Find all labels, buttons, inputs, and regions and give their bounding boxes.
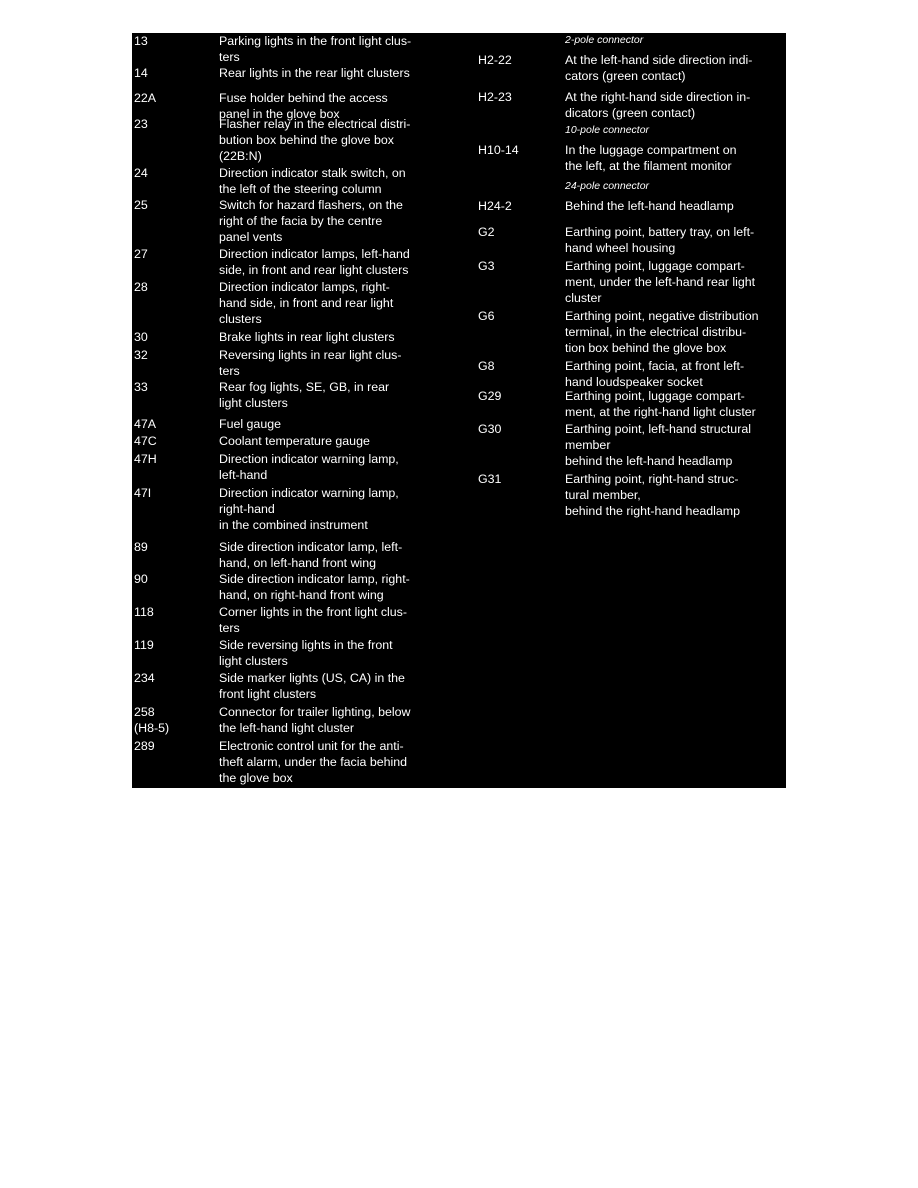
connector-description: At the left-hand side direction indi- cators (green contact) (565, 53, 753, 83)
component-code: 47H (134, 452, 157, 466)
component-description: Fuse holder behind the access panel in the glove box (219, 91, 388, 121)
connector-subheading: 24-pole connector (565, 180, 650, 192)
connector-description: Earthing point, battery tray, on left- hand wheel housing (565, 225, 755, 255)
connector-code: H24-2 (478, 199, 512, 213)
connector-code: G31 (478, 472, 502, 486)
component-description: Brake lights in rear light clusters (219, 330, 395, 344)
connector-description: Behind the left-hand headlamp (565, 199, 734, 213)
component-description: Switch for hazard flashers, on the right of the facia by the centre panel vents (219, 198, 403, 244)
component-code: 289 (134, 739, 155, 753)
connector-description: Earthing point, luggage compart- ment, at the right-hand light cluster (565, 389, 756, 419)
component-description: Direction indicator lamps, left-hand side, in front and rear light clusters (219, 247, 410, 277)
component-description: Side direction indicator lamp, left- hand, on left-hand front wing (219, 540, 403, 570)
connector-description: Earthing point, luggage compart- ment, under the left-hand rear light cluster (565, 259, 756, 305)
connector-description: Earthing point, left-hand structural member behind the left-hand headlamp (565, 422, 751, 468)
component-description: Direction indicator lamps, right- hand side, in front and rear light clusters (219, 280, 394, 326)
component-code: 258 (H8-5) (134, 705, 170, 735)
component-code: 30 (134, 330, 148, 344)
component-description: Flasher relay in the electrical distri- bution box behind the glove box (22B:N) (219, 117, 411, 163)
connector-code: G30 (478, 422, 502, 436)
connector-subheading: 2-pole connector (565, 34, 644, 46)
component-code: 22A (134, 91, 157, 105)
component-code: 47A (134, 417, 157, 431)
component-description: Coolant temperature gauge (219, 434, 370, 448)
component-description: Direction indicator warning lamp, left-hand (219, 452, 399, 482)
component-code: 47C (134, 434, 157, 448)
component-description: Direction indicator stalk switch, on the left of the steering column (219, 166, 406, 196)
connector-code: H10-14 (478, 143, 519, 157)
connector-code: G6 (478, 309, 495, 323)
component-description: Reversing lights in rear light clus- ters (219, 348, 402, 378)
component-code: 234 (134, 671, 155, 685)
component-description: Side marker lights (US, CA) in the front light clusters (219, 671, 405, 701)
connector-code: G8 (478, 359, 495, 373)
component-code: 89 (134, 540, 148, 554)
connector-description: Earthing point, facia, at front left- hand loudspeaker socket (565, 359, 745, 389)
component-code: 118 (134, 605, 154, 619)
component-code: 28 (134, 280, 148, 294)
component-code: 47I (134, 486, 152, 500)
connector-code: H2-23 (478, 90, 512, 104)
connector-code: G3 (478, 259, 495, 273)
component-code: 90 (134, 572, 148, 586)
component-description: Side direction indicator lamp, right- hand, on right-hand front wing (219, 572, 410, 602)
component-code: 32 (134, 348, 148, 362)
connector-code: G29 (478, 389, 502, 403)
component-description: Fuel gauge (219, 417, 282, 431)
component-description: Direction indicator warning lamp, right-hand in the combined instrument (219, 486, 399, 532)
connector-description: Earthing point, negative distribution terminal, in the electrical distribu- tion box behind the glove box (565, 309, 759, 355)
component-code: 13 (134, 34, 148, 48)
component-description: Rear lights in the rear light clusters (219, 66, 410, 80)
component-description: Electronic control unit for the anti- theft alarm, under the facia behind the glove box (219, 739, 408, 785)
connector-code: H2-22 (478, 53, 512, 67)
component-description: Rear fog lights, SE, GB, in rear light clusters (219, 380, 390, 410)
connector-subheading: 10-pole connector (565, 124, 650, 136)
component-code: 23 (134, 117, 148, 131)
component-description: Parking lights in the front light clus- ters (219, 34, 412, 64)
component-description: Corner lights in the front light clus- ters (219, 605, 408, 635)
legend-panel (132, 33, 786, 788)
component-code: 24 (134, 166, 148, 180)
connector-description: At the right-hand side direction in- dicators (green contact) (565, 90, 751, 120)
connector-description: In the luggage compartment on the left, at the filament monitor (565, 143, 737, 173)
component-code: 119 (134, 638, 154, 652)
component-code: 33 (134, 380, 148, 394)
component-code: 27 (134, 247, 148, 261)
component-code: 25 (134, 198, 148, 212)
connector-description: Earthing point, right-hand struc- tural member, behind the right-hand headlamp (565, 472, 740, 518)
component-code: 14 (134, 66, 148, 80)
component-description: Side reversing lights in the front light clusters (219, 638, 393, 668)
component-description: Connector for trailer lighting, below the left-hand light cluster (219, 705, 411, 735)
connector-code: G2 (478, 225, 495, 239)
